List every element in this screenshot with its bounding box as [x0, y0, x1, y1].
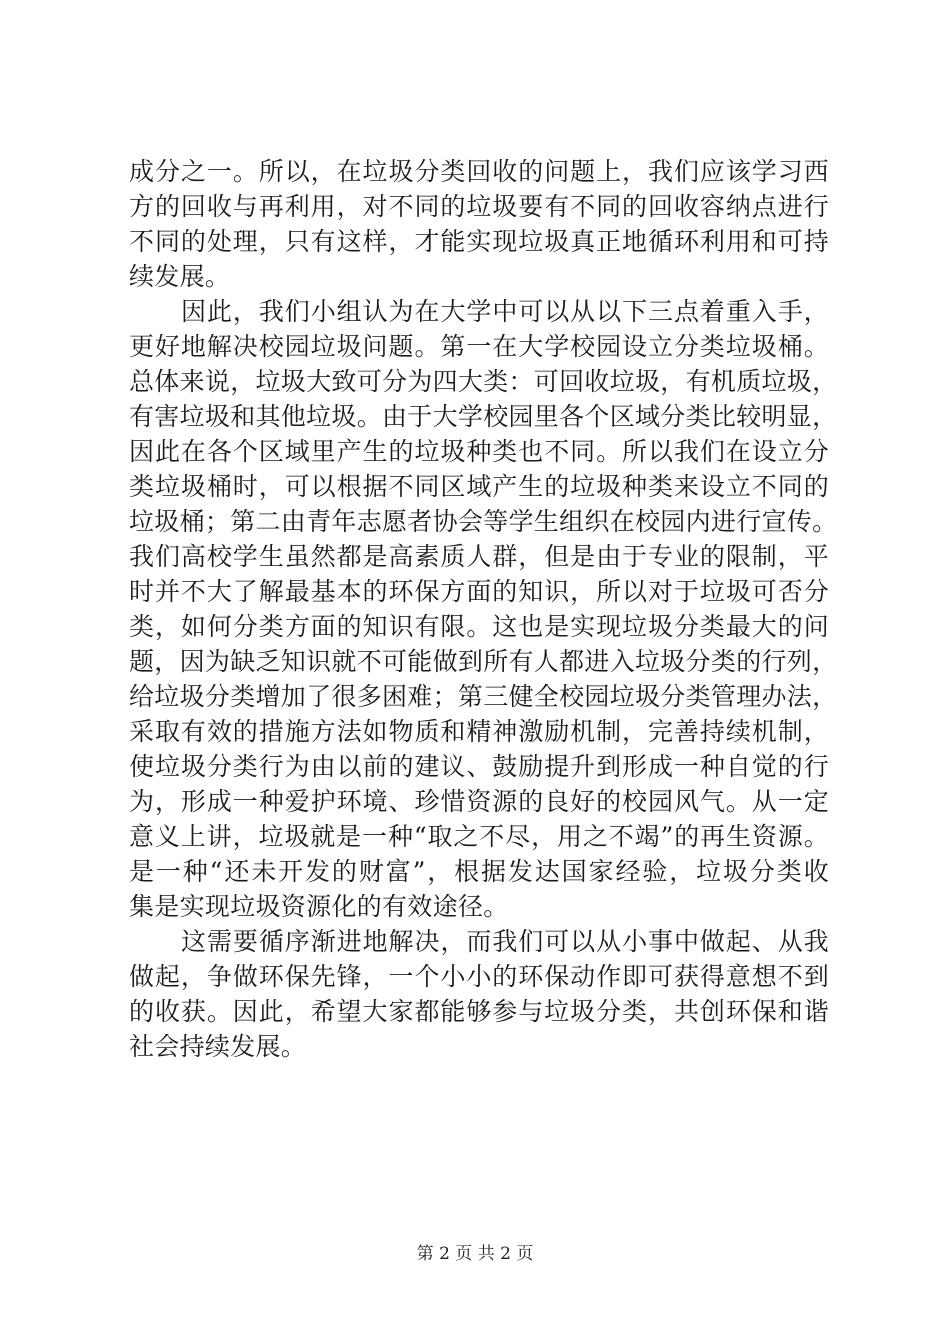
paragraph-line: 是一种“还未开发的财富”，根据发达国家经验，垃圾分类收 — [129, 857, 829, 886]
paragraph-line: 集是实现垃圾资源化的有效途径。 — [129, 892, 509, 921]
paragraph-line: 时并不大了解最基本的环保方面的知识，所以对于垃圾可否分 — [129, 577, 829, 606]
paragraph-line: 我们高校学生虽然都是高素质人群，但是由于专业的限制，平 — [129, 542, 829, 571]
paragraph-line: 因此，我们小组认为在大学中可以从以下三点着重入手， — [181, 297, 829, 326]
paragraph-line: 方的回收与再利用，对不同的垃圾要有不同的回收容纳点进行 — [129, 192, 829, 221]
paragraph-line: 不同的处理，只有这样，才能实现垃圾真正地循环利用和可持 — [129, 227, 829, 256]
paragraph-line: 使垃圾分类行为由以前的建议、鼓励提升到形成一种自觉的行 — [129, 752, 829, 781]
paragraph-line: 为，形成一种爱护环境、珍惜资源的良好的校园风气。从一定 — [129, 787, 829, 816]
paragraph-line: 做起，争做环保先锋，一个小小的环保动作即可获得意想不到 — [129, 962, 829, 991]
paragraph-line: 总体来说，垃圾大致可分为四大类：可回收垃圾，有机质垃圾， — [129, 367, 838, 396]
paragraph-line: 给垃圾分类增加了很多困难；第三健全校园垃圾分类管理办法， — [129, 682, 838, 711]
paragraph-line: 续发展。 — [129, 262, 231, 291]
paragraph — [129, 294, 838, 924]
paragraph-line: 更好地解决校园垃圾问题。第一在大学校园设立分类垃圾桶。 — [129, 332, 829, 361]
paragraph-line: 垃圾桶；第二由青年志愿者协会等学生组织在校园内进行宣传。 — [129, 507, 838, 536]
paragraph-line: 采取有效的措施方法如物质和精神激励机制，完善持续机制， — [129, 717, 829, 746]
paragraph-line: 题，因为缺乏知识就不可能做到所有人都进入垃圾分类的行列， — [129, 647, 838, 676]
paragraph-line: 类，如何分类方面的知识有限。这也是实现垃圾分类最大的问 — [129, 612, 829, 641]
paragraph-line: 有害垃圾和其他垃圾。由于大学校园里各个区域分类比较明显， — [129, 402, 838, 431]
body-text — [129, 154, 838, 1064]
paragraph-line: 社会持续发展。 — [129, 1032, 307, 1061]
paragraph-line: 意义上讲，垃圾就是一种“取之不尽，用之不竭”的再生资源。 — [129, 822, 829, 851]
paragraph — [129, 924, 829, 1064]
paragraph-line: 的收获。因此，希望大家都能够参与垃圾分类，共创环保和谐 — [129, 997, 829, 1026]
paragraph — [129, 154, 829, 294]
paragraph-line: 类垃圾桶时，可以根据不同区域产生的垃圾种类来设立不同的 — [129, 472, 829, 501]
paragraph-line: 因此在各个区域里产生的垃圾种类也不同。所以我们在设立分 — [129, 437, 829, 466]
page-footer: 第 2 页 共 2 页 — [416, 1244, 534, 1264]
paragraph-line: 这需要循序渐进地解决，而我们可以从小事中做起、从我 — [181, 927, 829, 956]
paragraph-line: 成分之一。所以，在垃圾分类回收的问题上，我们应该学习西 — [129, 157, 829, 186]
